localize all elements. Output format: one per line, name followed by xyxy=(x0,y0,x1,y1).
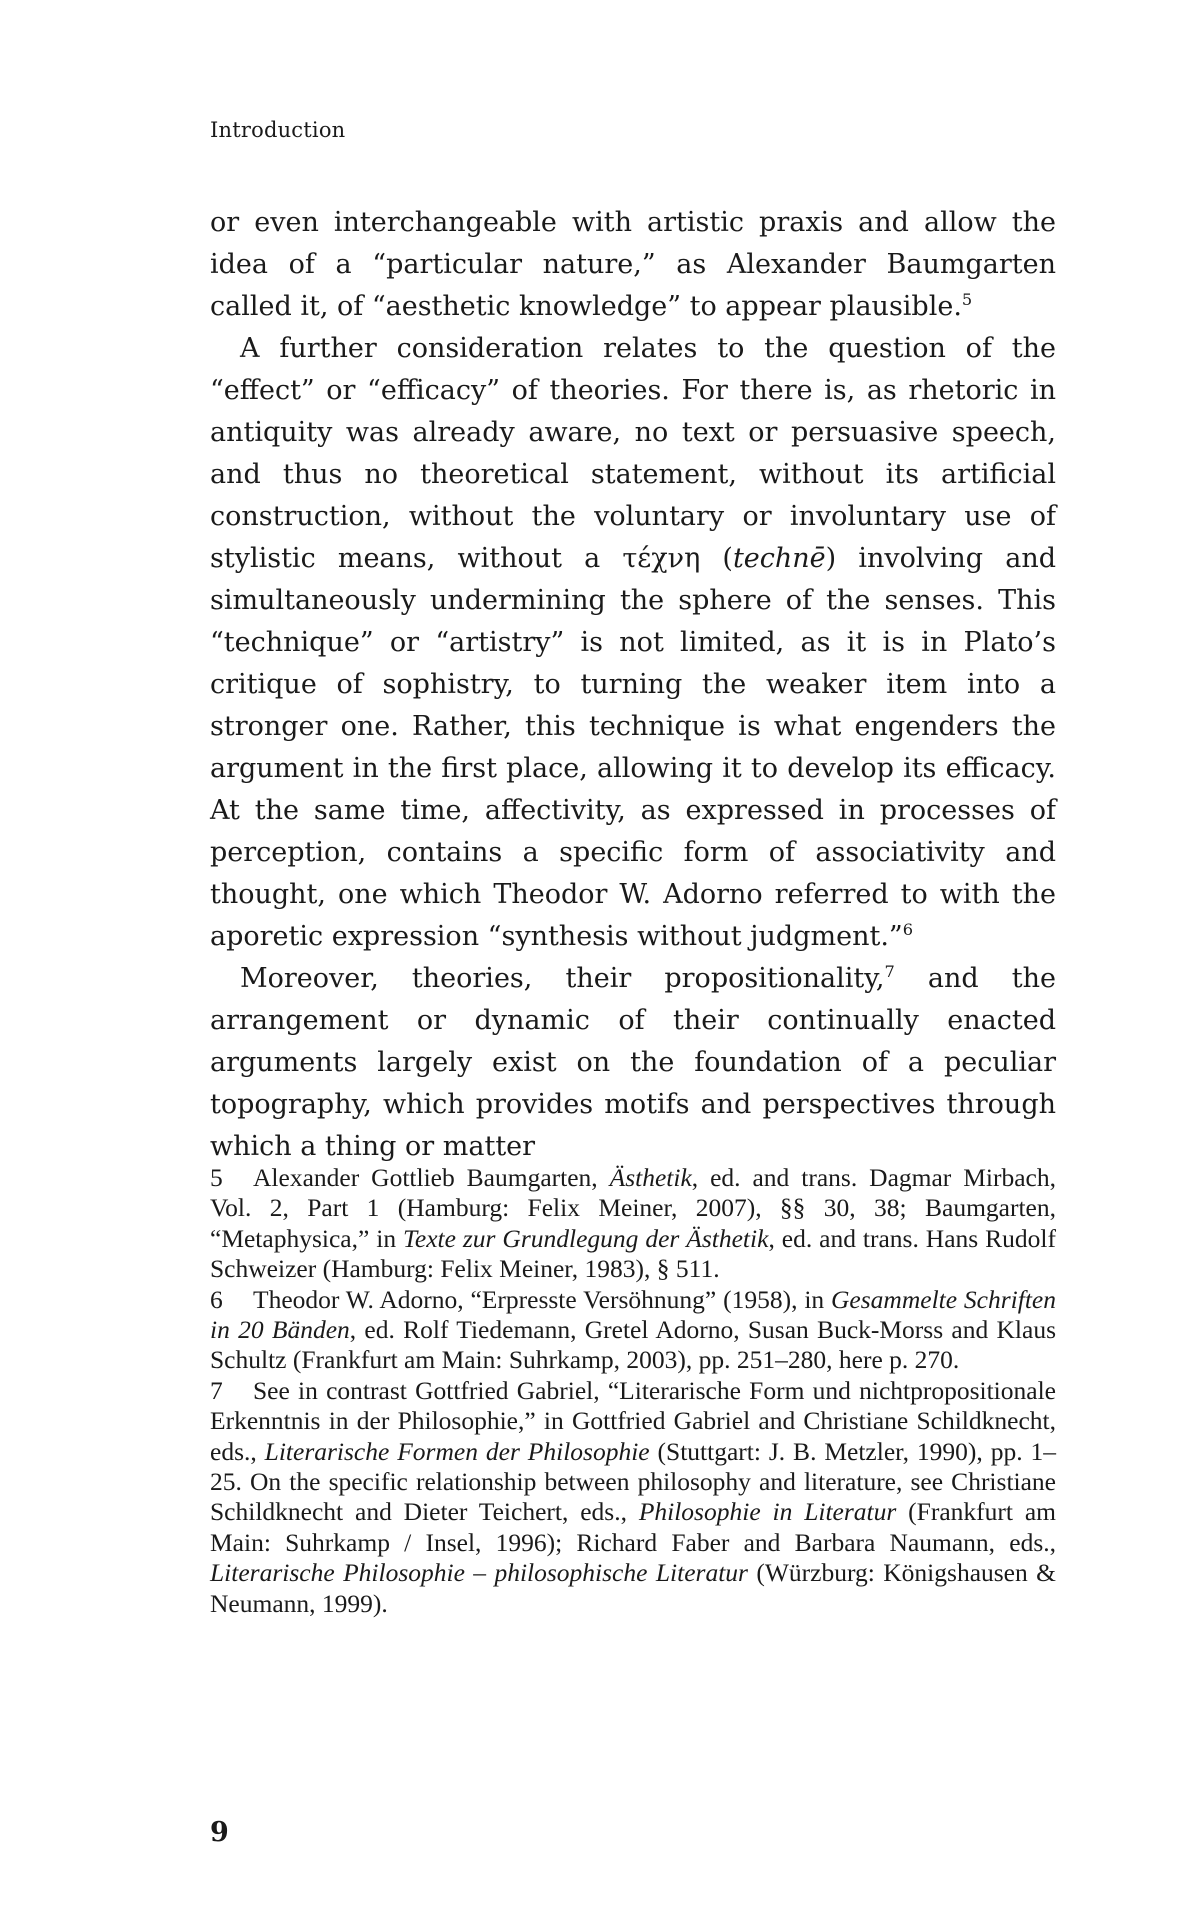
footnote-5 xyxy=(210,1163,1056,1285)
footnote-text: (Würzburg: Königshausen & Neumann, 1999). xyxy=(210,1558,1056,1618)
footnote-number: 5 xyxy=(210,1163,223,1192)
footnote-title-italic: Philosophie in Literatur xyxy=(638,1497,897,1527)
footnote-number: 7 xyxy=(210,1375,223,1405)
paragraph-1-text: or even interchangeable with artistic praxis and allow the idea of a “particular nature,” as Alexander Baumgarten called it, of “aesthetic knowledge” to appear plausible. xyxy=(210,207,1056,322)
footnote-text: , ed. Rolf Tiedemann, Gretel Adorno, Susan Buck-Morss and Klaus Schultz (Frankfurt am Main: Suhrkamp, 2003), pp. 251–280, here p. 270. xyxy=(210,1315,1056,1375)
main-body-text xyxy=(210,202,1056,1168)
paragraph-2-text-c: ) involving and simultaneously undermining the sphere of the senses. This “technique” or “artistry” is not limited, as it is in Plato’s critique of sophistry, to turning the weaker item into a stronger one. Rather, this technique is what engenders the argument in the first place, allowing it to develop its efficacy. At the same time, affectivity, as expressed in processes of perception, contains a specific form of associativity and thought, one which Theodor W. Adorno referred to with the aporetic expression “synthesis without judgment.” xyxy=(210,543,1057,952)
paragraph-1 xyxy=(210,202,1056,328)
footnote-title-italic: Texte zur Grundlegung der Ästhetik xyxy=(403,1223,769,1253)
footnote-text: , ed. and trans. Dagmar Mirbach, Vol. 2, Part 1 (Hamburg: Felix Meiner, 2007), §§ 30, 38; Baumgarten, “Metaphysica,” in xyxy=(210,1163,1056,1253)
footnote-ref-7: 7 xyxy=(884,962,895,981)
paragraph-2 xyxy=(210,328,1056,958)
footnote-text: (Frankfurt am Main: Suhrkamp / Insel, 1996); Richard Faber and Barbara Naumann, eds., xyxy=(210,1497,1056,1557)
footnote-title-italic: Ästhetik xyxy=(609,1163,692,1192)
footnote-title-italic: Literarische Philosophie – philosophische Literatur xyxy=(210,1558,748,1588)
paragraph-3 xyxy=(210,958,1056,1168)
paragraph-3-text-b: and the arrangement or dynamic of their continually enacted arguments largely exist on the foundation of a peculiar topography, which provides motifs and perspectives through which a thing or matter xyxy=(210,963,1057,1162)
techne-italic: technē xyxy=(732,543,826,574)
footnote-text: Theodor W. Adorno, “Erpresste Versöhnung” (1958), in xyxy=(253,1284,832,1314)
footnote-text: (Stuttgart: J. B. Metzler, 1990), pp. 1–25. On the specific relationship between philosophy and literature, see Christiane Schildknecht and Dieter Teichert, eds., xyxy=(210,1436,1056,1527)
footnote-7 xyxy=(210,1376,1056,1619)
footnotes xyxy=(210,1163,1056,1619)
paragraph-2-text-b: ( xyxy=(700,543,733,574)
greek-techne: τέχνη xyxy=(622,543,701,574)
footnote-number: 6 xyxy=(210,1284,223,1314)
footnote-ref-5: 5 xyxy=(961,290,973,309)
footnote-ref-6: 6 xyxy=(902,920,914,939)
footnote-title-italic: Literarische Formen der Philosophie xyxy=(264,1436,650,1466)
paragraph-2-text-a: A further consideration relates to the question of the “effect” or “efficacy” of theories. For there is, as rhetoric in antiquity was already aware, no text or persuasive speech, and thus no theoretical statement, without its artificial construction, without the voluntary or involuntary use of stylistic means, without a xyxy=(210,333,1056,574)
footnote-text: See in contrast Gottfried Gabriel, “Literarische Form und nichtpropositionale Erkenntnis in der Philosophie,” in Gottfried Gabriel and Christiane Schildknecht, eds., xyxy=(210,1375,1056,1466)
page-number: 9 xyxy=(210,1817,229,1848)
footnote-text: Alexander Gottlieb Baumgarten, xyxy=(253,1163,610,1192)
paragraph-3-text-a: Moreover, theories, their propositionality, xyxy=(240,963,885,994)
footnote-6 xyxy=(210,1285,1056,1376)
running-head: Introduction xyxy=(210,118,346,142)
footnote-title-italic: Gesammelte Schriften in 20 Bänden xyxy=(210,1284,1056,1345)
footnote-text: , ed. and trans. Hans Rudolf Schweizer (Hamburg: Felix Meiner, 1983), § 511. xyxy=(210,1223,1056,1284)
